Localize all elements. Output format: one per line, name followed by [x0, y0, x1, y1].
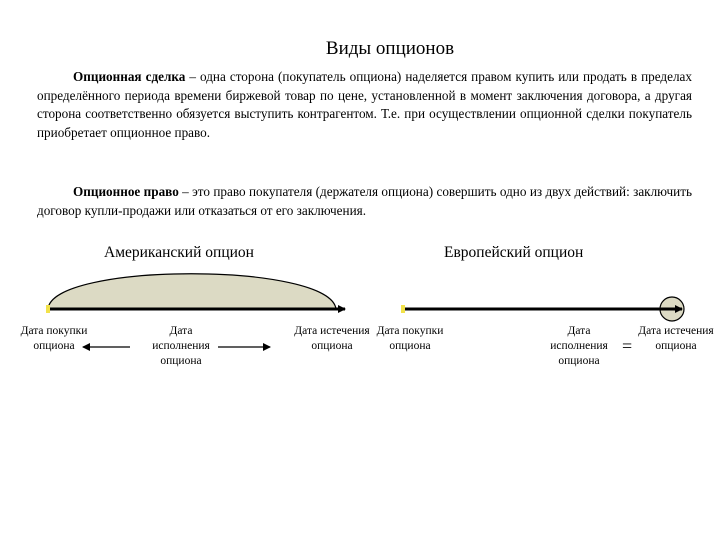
european-purchase-date-label: Дата покупки опциона	[376, 325, 444, 352]
european-purchase-marker	[401, 305, 405, 313]
american-purchase-marker	[46, 305, 50, 313]
definition-option-deal-text: – одна сторона (покупатель опциона) наделяется правом купить или продать в пределах определённого периода времени биржевой товар по цене, установленной в момент заключения договора, а другая сторона соответственно обязуется выступить контрагентом. Т.е. при осуществлении опционной сделки покупатель приобретает опционное право.	[37, 69, 692, 140]
european-exercise-date-label: Дата исполнения опциона	[550, 325, 608, 367]
page-title: Виды опционов	[325, 38, 455, 59]
american-exercise-date-label: Дата исполнения опциона	[152, 325, 210, 367]
american-option-heading: Американский опцион	[104, 244, 254, 261]
term-option-deal: Опционная сделка	[73, 69, 186, 84]
european-expiry-date-label: Дата истечения опциона	[638, 325, 714, 352]
american-expiry-date-label: Дата истечения опциона	[294, 325, 370, 352]
american-exercise-window-arc	[48, 274, 336, 309]
definition-option-right-text: – это право покупателя (держателя опциона) совершить одно из двух действий: заключить договор купли-продажи или отказаться от его заключения.	[37, 184, 692, 218]
term-option-right: Опционное право	[73, 184, 179, 199]
equals-sign: =	[622, 336, 633, 356]
european-option-heading: Европейский опцион	[444, 244, 584, 261]
american-purchase-date-label: Дата покупки опциона	[20, 325, 88, 352]
